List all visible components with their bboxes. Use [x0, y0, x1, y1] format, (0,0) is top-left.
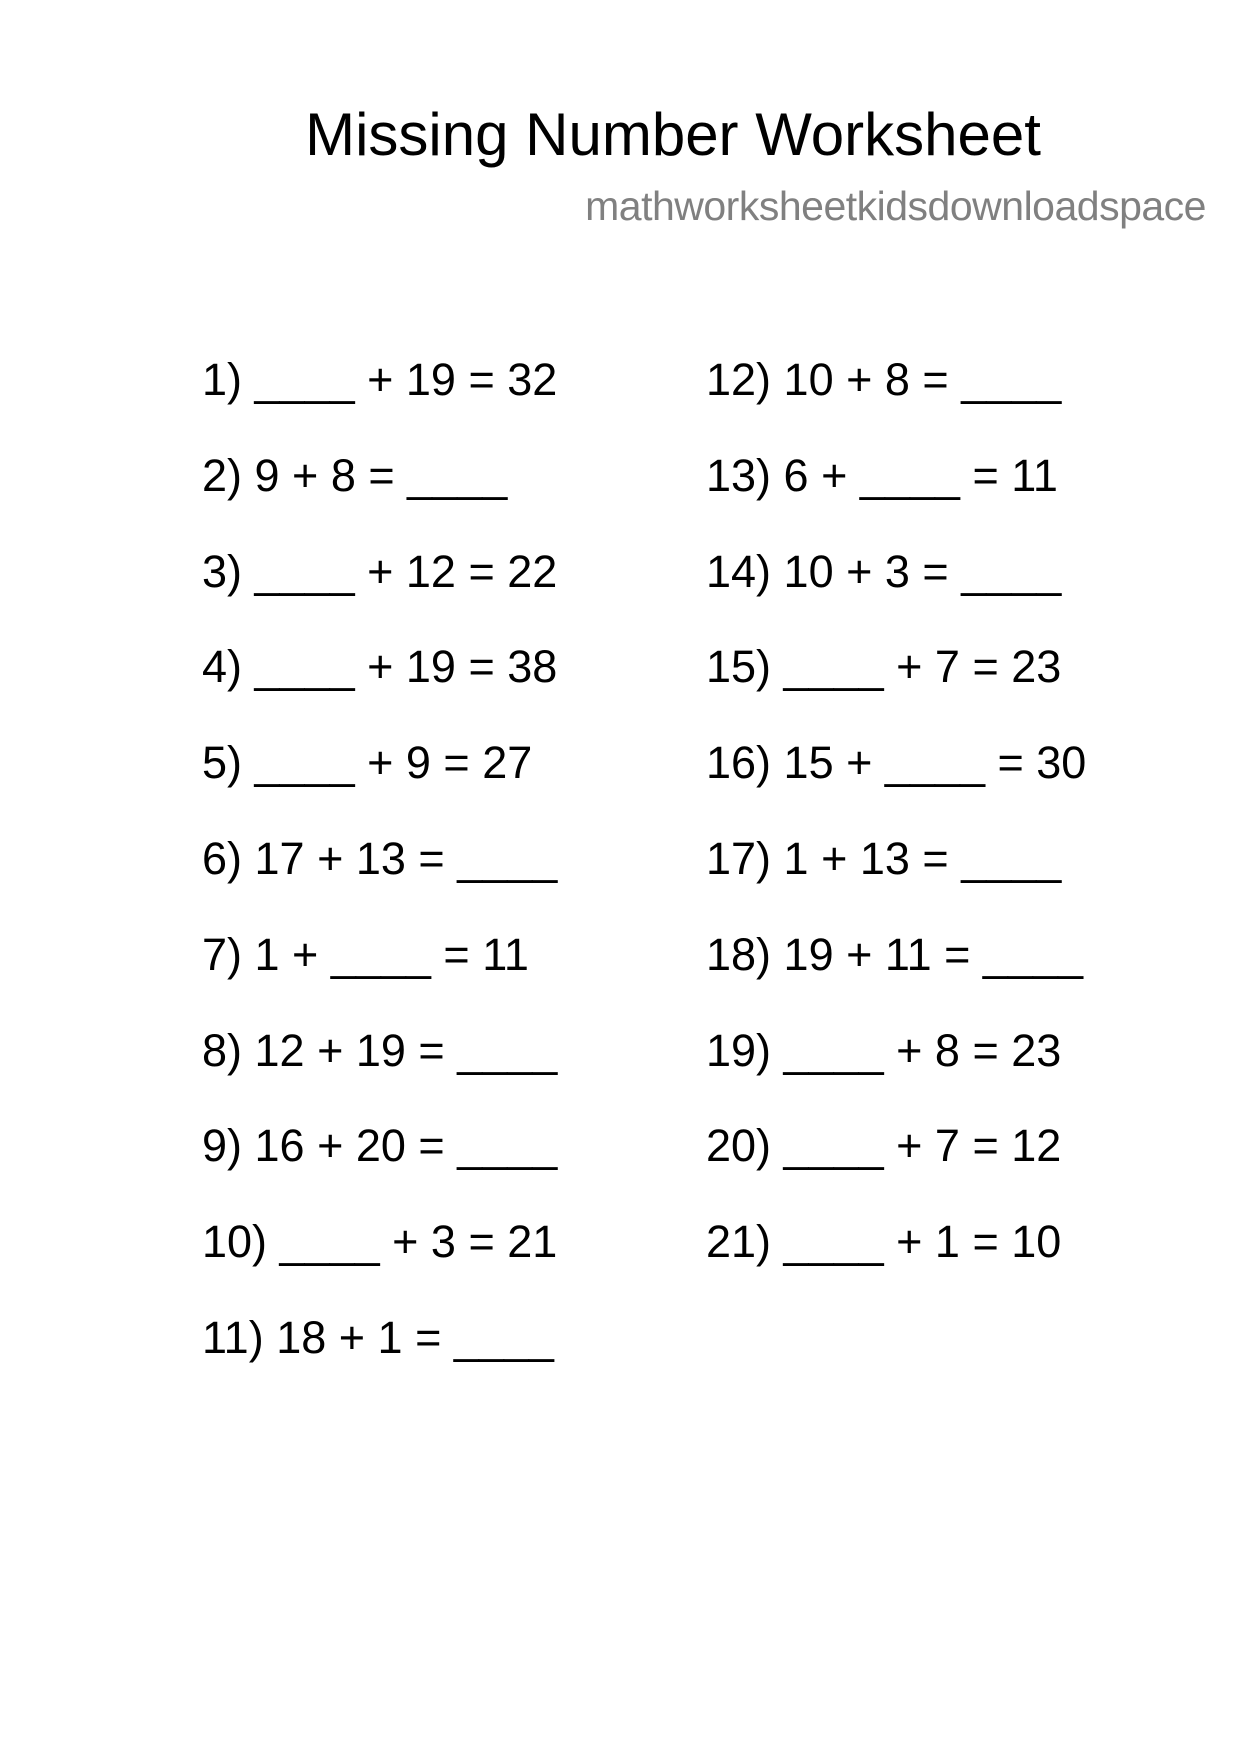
problem: 18) 19 + 11 = ____ — [706, 928, 1083, 980]
problem: 7) 1 + ____ = 11 — [202, 928, 529, 980]
worksheet-subtitle: mathworksheetkidsdownloadspace — [585, 183, 1206, 229]
problem: 6) 17 + 13 = ____ — [202, 832, 558, 884]
problem: 10) ____ + 3 = 21 — [202, 1216, 558, 1268]
problem: 4) ____ + 19 = 38 — [202, 641, 558, 693]
problem: 20) ____ + 7 = 12 — [706, 1120, 1062, 1172]
problem: 21) ____ + 1 = 10 — [706, 1216, 1062, 1268]
problem: 2) 9 + 8 = ____ — [202, 449, 508, 501]
problem: 19) ____ + 8 = 23 — [706, 1024, 1062, 1076]
problems-right-column — [706, 350, 1086, 1308]
problem: 3) ____ + 12 = 22 — [202, 545, 558, 597]
problem: 11) 18 + 1 = ____ — [202, 1311, 554, 1363]
problem: 14) 10 + 3 = ____ — [706, 545, 1062, 597]
problem: 13) 6 + ____ = 11 — [706, 449, 1058, 501]
problem: 17) 1 + 13 = ____ — [706, 832, 1062, 884]
problem: 8) 12 + 19 = ____ — [202, 1024, 558, 1076]
problems-left-column — [202, 350, 557, 1404]
problem: 9) 16 + 20 = ____ — [202, 1120, 558, 1172]
worksheet-title: Missing Number Worksheet — [305, 101, 1041, 168]
problem: 12) 10 + 8 = ____ — [706, 354, 1062, 405]
problem: 15) ____ + 7 = 23 — [706, 641, 1062, 693]
problem: 16) 15 + ____ = 30 — [706, 737, 1087, 789]
problem: 5) ____ + 9 = 27 — [202, 737, 533, 789]
problem: 1) ____ + 19 = 32 — [202, 354, 558, 405]
